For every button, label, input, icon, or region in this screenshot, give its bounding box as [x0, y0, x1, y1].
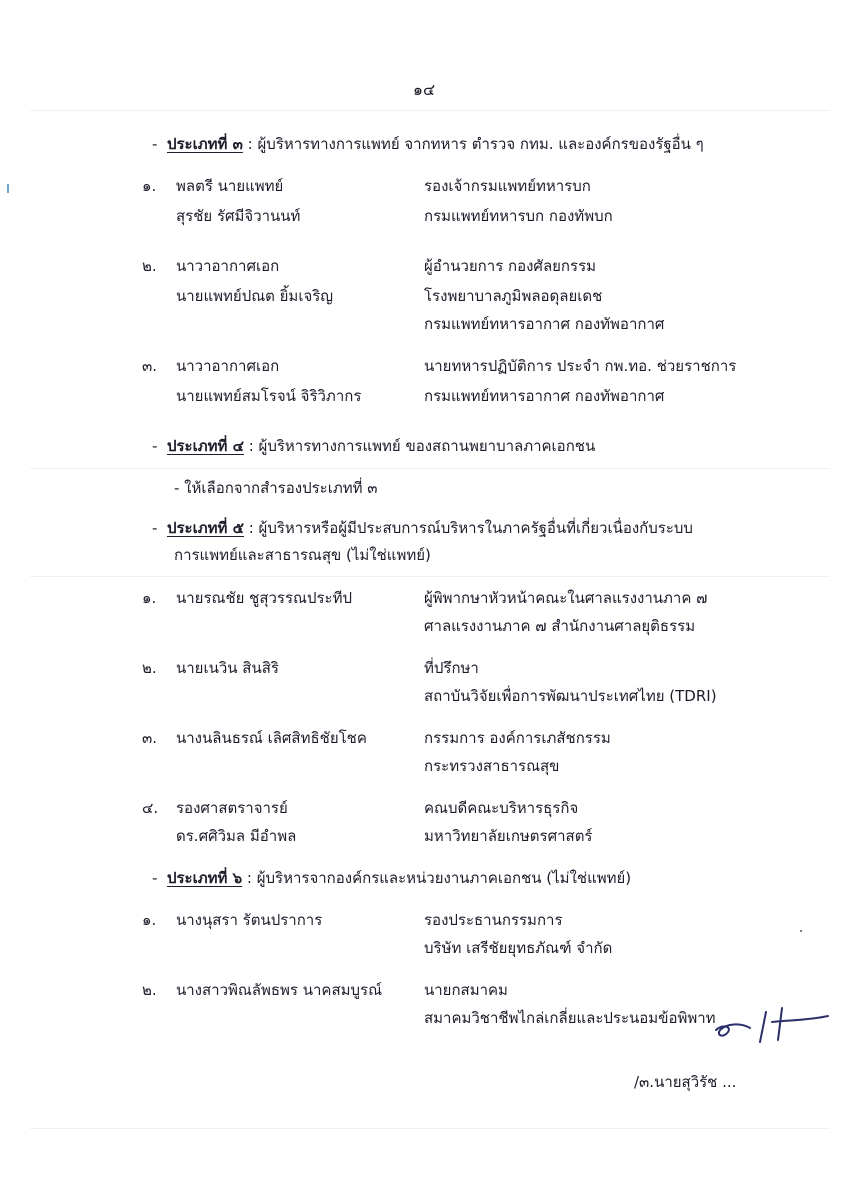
- entry-position: กรมแพทย์ทหารอากาศ กองทัพอากาศ: [424, 315, 665, 333]
- section-note: - ให้เลือกจากสำรองประเภทที่ ๓: [174, 479, 378, 497]
- entry-position: กรมแพทย์ทหารบก กองทัพบก: [424, 207, 613, 225]
- entry-number: ๔.: [142, 799, 159, 817]
- heading-dash: -: [152, 869, 167, 887]
- entry-number: ๑.: [142, 589, 157, 607]
- section-heading-type-5: [152, 518, 693, 538]
- entry-position: กรมแพทย์ทหารอากาศ กองทัพอากาศ: [424, 387, 665, 405]
- entry-name: นายรณชัย ชูสุวรรณประทีป: [176, 589, 353, 607]
- type-description: : ผู้บริหารหรือผู้มีประสบการณ์บริหารในภาครัฐอื่นที่เกี่ยวเนื่องกับระบบ: [243, 519, 693, 537]
- entry-number: ๒.: [142, 981, 157, 999]
- entry-position: ผู้อำนวยการ กองศัลยกรรม: [424, 257, 597, 275]
- entry-name: สุรชัย รัศมีจิวานนท์: [176, 207, 301, 225]
- entry-position: สถาบันวิจัยเพื่อการพัฒนาประเทศไทย (TDRI): [424, 687, 717, 705]
- scan-mark: [7, 184, 9, 193]
- handwritten-initials-signature: [712, 1000, 832, 1046]
- type-description-continued: การแพทย์และสาธารณสุข (ไม่ใช่แพทย์): [174, 546, 431, 564]
- entry-position: สมาคมวิชาชีพไกล่เกลี่ยและประนอมข้อพิพาท: [424, 1009, 716, 1027]
- entry-name: นายแพทย์สมโรจน์ จิริวิภากร: [176, 387, 362, 405]
- entry-name: รองศาสตราจารย์: [176, 799, 288, 817]
- entry-name: ดร.ศศิวิมล มีอำพล: [176, 827, 297, 845]
- type-description: : ผู้บริหารทางการแพทย์ ของสถานพยาบาลภาคเอกชน: [243, 437, 596, 455]
- entry-number: ๓.: [142, 729, 158, 747]
- entry-name: นางนุสรา รัตนปราการ: [176, 911, 323, 929]
- heading-dash: -: [152, 135, 167, 153]
- entry-name: พลตรี นายแพทย์: [176, 177, 284, 195]
- section-heading-type-6: [152, 868, 631, 888]
- entry-position: กรรมการ องค์การเภสัชกรรม: [424, 729, 611, 747]
- scan-line: [30, 1128, 830, 1129]
- type-label: ประเภทที่ ๓: [166, 135, 243, 153]
- entry-position: บริษัท เสรีชัยยุทธภัณฑ์ จำกัด: [424, 939, 613, 957]
- entry-name: นางนลินธรณ์ เลิศสิทธิชัยโชค: [176, 729, 367, 747]
- entry-position: มหาวิทยาลัยเกษตรศาสตร์: [424, 827, 593, 845]
- entry-position: นายกสมาคม: [424, 981, 508, 999]
- entry-name: นายแพทย์ปณต ยิ้มเจริญ: [176, 287, 334, 305]
- entry-name: นางสาวพิณลัพธพร นาคสมบูรณ์: [176, 981, 383, 999]
- heading-dash: -: [152, 437, 167, 455]
- entry-position: กระทรวงสาธารณสุข: [424, 757, 560, 775]
- scan-line: [30, 468, 830, 469]
- entry-number: ๑.: [142, 177, 157, 195]
- entry-name: นายเนวิน สินสิริ: [176, 659, 279, 677]
- entry-position: ผู้พิพากษาหัวหน้าคณะในศาลแรงงานภาค ๗: [424, 589, 708, 607]
- type-label: ประเภทที่ ๕: [166, 519, 244, 537]
- entry-position: คณบดีคณะบริหารธุรกิจ: [424, 799, 579, 817]
- type-label: ประเภทที่ ๔: [166, 437, 244, 455]
- heading-dash: -: [152, 519, 167, 537]
- section-heading-type-3: [152, 134, 704, 154]
- entry-number: ๒.: [142, 257, 157, 275]
- entry-position: นายทหารปฏิบัติการ ประจำ กพ.ทอ. ช่วยราชการ: [424, 357, 737, 375]
- type-description: : ผู้บริหารจากองค์กรและหน่วยงานภาคเอกชน (ไม่ใช่แพทย์): [242, 869, 632, 887]
- type-label: ประเภทที่ ๖: [166, 869, 243, 887]
- continuation-marker: /๓.นายสุวิรัช ...: [634, 1073, 737, 1091]
- page-number: ๑๔: [412, 80, 436, 99]
- section-heading-type-4: [152, 436, 595, 456]
- type-description: : ผู้บริหารทางการแพทย์ จากทหาร ตำรวจ กทม. และองค์กรของรัฐอื่น ๆ: [242, 135, 704, 153]
- entry-name: นาวาอากาศเอก: [176, 257, 280, 275]
- scan-line: [30, 110, 830, 111]
- entry-number: ๑.: [142, 911, 157, 929]
- entry-number: ๒.: [142, 659, 157, 677]
- entry-position: โรงพยาบาลภูมิพลอดุลยเดช: [424, 287, 603, 305]
- scan-line: [30, 576, 830, 577]
- scan-dot: [800, 930, 802, 932]
- entry-position: ศาลแรงงานภาค ๗ สำนักงานศาลยุติธรรม: [424, 617, 696, 635]
- entry-name: นาวาอากาศเอก: [176, 357, 280, 375]
- entry-position: รองประธานกรรมการ: [424, 911, 563, 929]
- entry-position: รองเจ้ากรมแพทย์ทหารบก: [424, 177, 591, 195]
- entry-position: ที่ปรึกษา: [424, 659, 479, 677]
- entry-number: ๓.: [142, 357, 158, 375]
